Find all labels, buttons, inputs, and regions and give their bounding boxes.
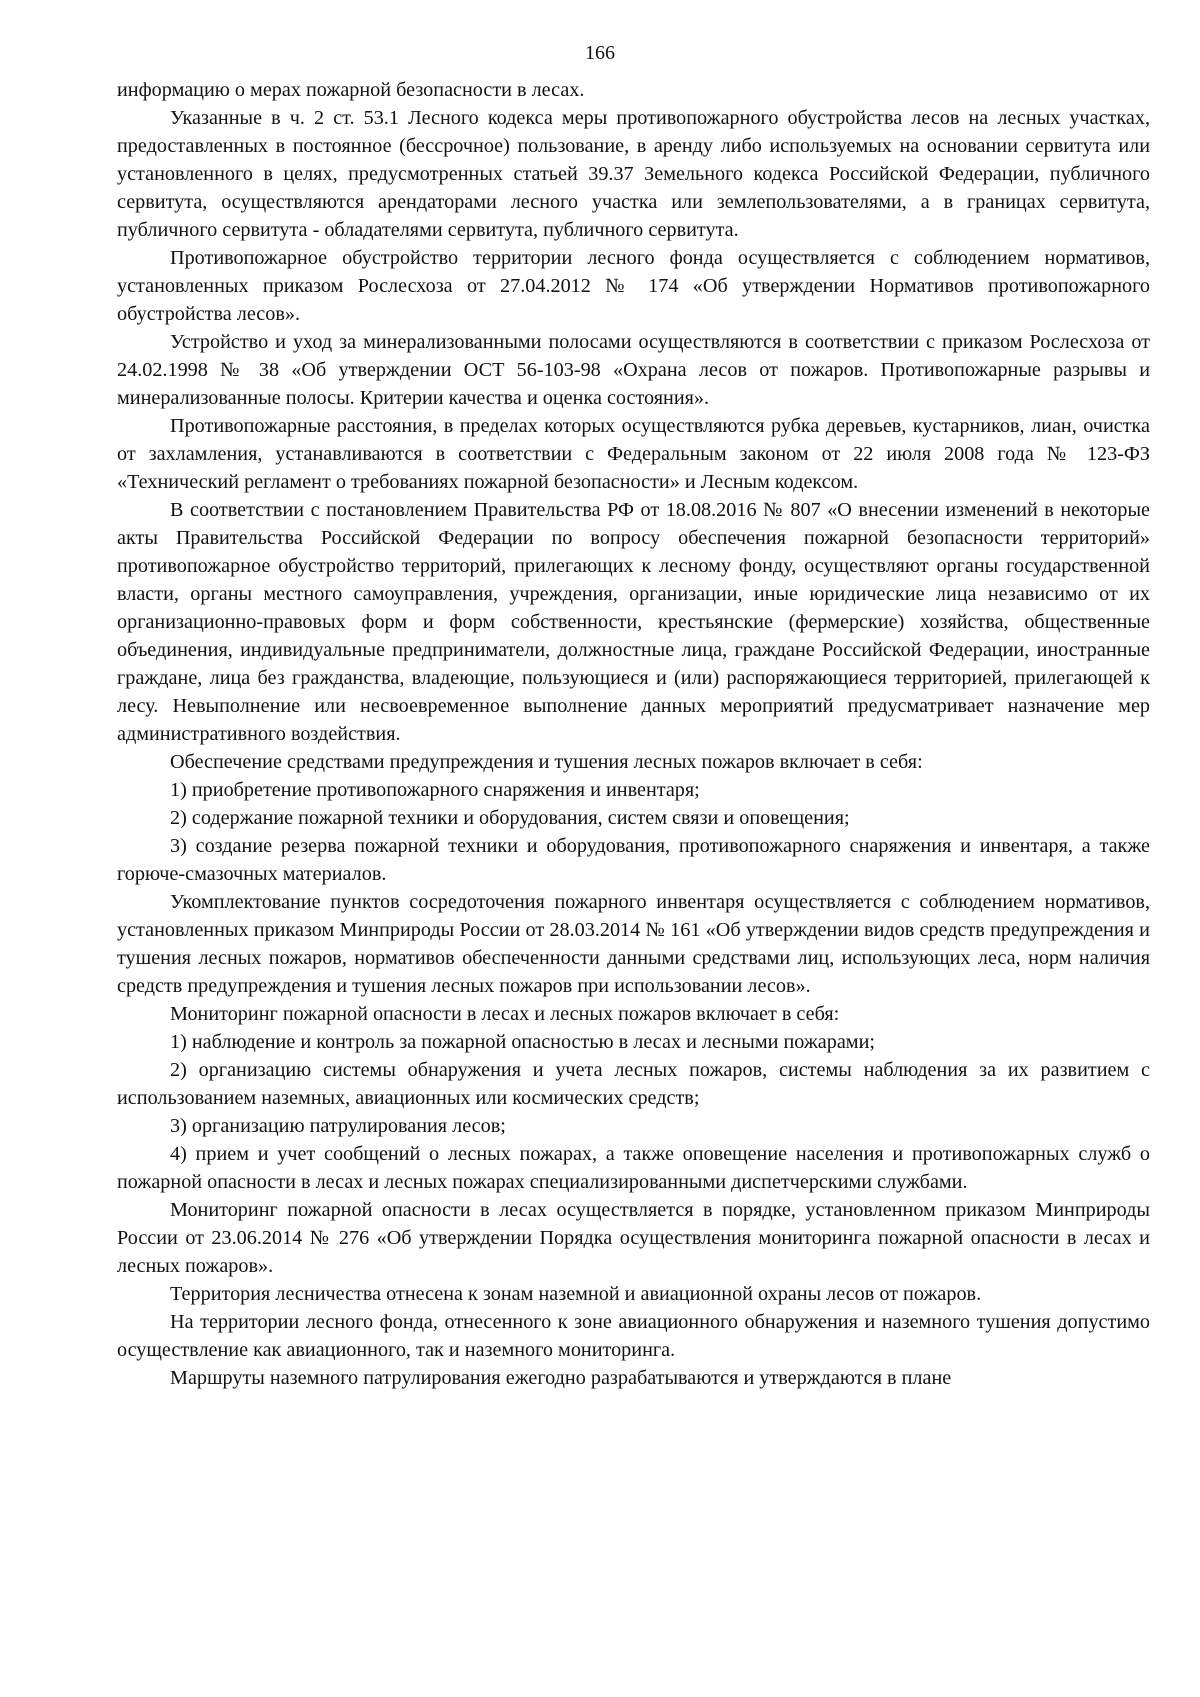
paragraph-government-decree: В соответствии с постановлением Правительства РФ от 18.08.2016 № 807 «О внесении изменений в некоторые акты Правительства Российской Федерации по вопросу обеспечения пожарной безопасности территорий» противопожарное обустройство территорий, прилегающих к лесному фонду, осуществляют органы государственной власти, органы местного самоуправления, учреждения, организации, иные юридические лица независимо от их организационно-правовых форм и форм собственности, крестьянские (фермерские) хозяйства, общественные объединения, индивидуальные предприниматели, должностные лица, граждане Российской Федерации, иностранные граждане, лица без гражданства, владеющие, пользующиеся и (или) распоряжающиеся территорией, прилегающей к лесу. Невыполнение или несвоевременное выполнение данных мероприятий предусматривает назначение мер административного воздействия.: [117, 499, 1150, 745]
paragraph-monitoring-includes: Мониторинг пожарной опасности в лесах и лесных пожаров включает в себя:: [170, 1003, 840, 1025]
paragraph-monitoring-order: Мониторинг пожарной опасности в лесах осуществляется в порядке, установленном приказом Минприроды России от 23.06.2014 № 276 «Об утверждении Порядка осуществления мониторинга пожарной опасности в лесах и лесных пожаров».: [117, 1199, 1150, 1277]
page-number: 166: [585, 42, 615, 64]
list-item-reports-notification: 4) прием и учет сообщений о лесных пожарах, а также оповещение населения и противопожарных служб о пожарной опасности в лесах и лесных пожарах специализированными диспетчерскими службами.: [117, 1143, 1150, 1193]
paragraph-mineralized-strips: Устройство и уход за минерализованными полосами осуществляются в соответствии с приказом Рослесхоза от 24.02.1998 № 38 «Об утверждении ОСТ 56-103-98 «Охрана лесов от пожаров. Противопожарные разрывы и минерализованные полосы. Критерии качества и оценка состояния».: [117, 331, 1150, 409]
paragraph-protection-zones: Территория лесничества отнесена к зонам наземной и авиационной охраны лесов от пожаров.: [170, 1283, 982, 1305]
document-body: [117, 76, 1150, 1392]
paragraph-equipment-points: Укомплектование пунктов сосредоточения пожарного инвентаря осуществляется с соблюдением нормативов, установленных приказом Минприроды России от 28.03.2014 № 161 «Об утверждении видов средств предупреждения и тушения лесных пожаров, нормативов обеспеченности данными средствами лиц, использующих леса, норм наличия средств предупреждения и тушения лесных пожаров при использовании лесов».: [117, 891, 1150, 997]
paragraph-patrol-routes: Маршруты наземного патрулирования ежегодно разрабатываются и утверждаются в плане: [170, 1367, 952, 1389]
paragraph-fire-distances: Противопожарные расстояния, в пределах которых осуществляются рубка деревьев, кустарников, лиан, очистка от захламления, устанавливаются в соответствии с Федеральным законом от 22 июля 2008 года № 123-ФЗ «Технический регламент о требованиях пожарной безопасности» и Лесным кодексом.: [117, 415, 1150, 493]
list-item-detection-system: 2) организацию системы обнаружения и учета лесных пожаров, системы наблюдения за их развитием с использованием наземных, авиационных или космических средств;: [117, 1059, 1150, 1109]
paragraph-servitude-measures: Указанные в ч. 2 ст. 53.1 Лесного кодекса меры противопожарного обустройства лесов на лесных участках, предоставленных в постоянное (бессрочное) пользование, в аренду либо используемых на основании сервитута или установленного в целях, предусмотренных статьей 39.37 Земельного кодекса Российской Федерации, публичного сервитута, осуществляются арендаторами лесного участка или землепользователями, а в границах сервитута, публичного сервитута - обладателями сервитута, публичного сервитута.: [117, 107, 1150, 241]
paragraph-means-provision: Обеспечение средствами предупреждения и тушения лесных пожаров включает в себя:: [170, 751, 923, 773]
list-item-equipment-purchase: 1) приобретение противопожарного снаряжения и инвентаря;: [170, 779, 700, 801]
paragraph-fire-prevention-norms: Противопожарное обустройство территории лесного фонда осуществляется с соблюдением нормативов, установленных приказом Рослесхоза от 27.04.2012 № 174 «Об утверждении Нормативов противопожарного обустройства лесов».: [117, 247, 1150, 325]
list-item-patrolling: 3) организацию патрулирования лесов;: [170, 1115, 506, 1137]
list-item-equipment-maintenance: 2) содержание пожарной техники и оборудования, систем связи и оповещения;: [170, 807, 850, 829]
list-item-observation-control: 1) наблюдение и контроль за пожарной опасностью в лесах и лесными пожарами;: [170, 1031, 875, 1053]
paragraph-continuation: информацию о мерах пожарной безопасности в лесах.: [117, 79, 585, 101]
list-item-reserve-creation: 3) создание резерва пожарной техники и оборудования, противопожарного снаряжения и инвентаря, а также горюче-смазочных материалов.: [117, 835, 1150, 885]
paragraph-aviation-zone: На территории лесного фонда, отнесенного к зоне авиационного обнаружения и наземного тушения допустимо осуществление как авиационного, так и наземного мониторинга.: [117, 1311, 1150, 1361]
